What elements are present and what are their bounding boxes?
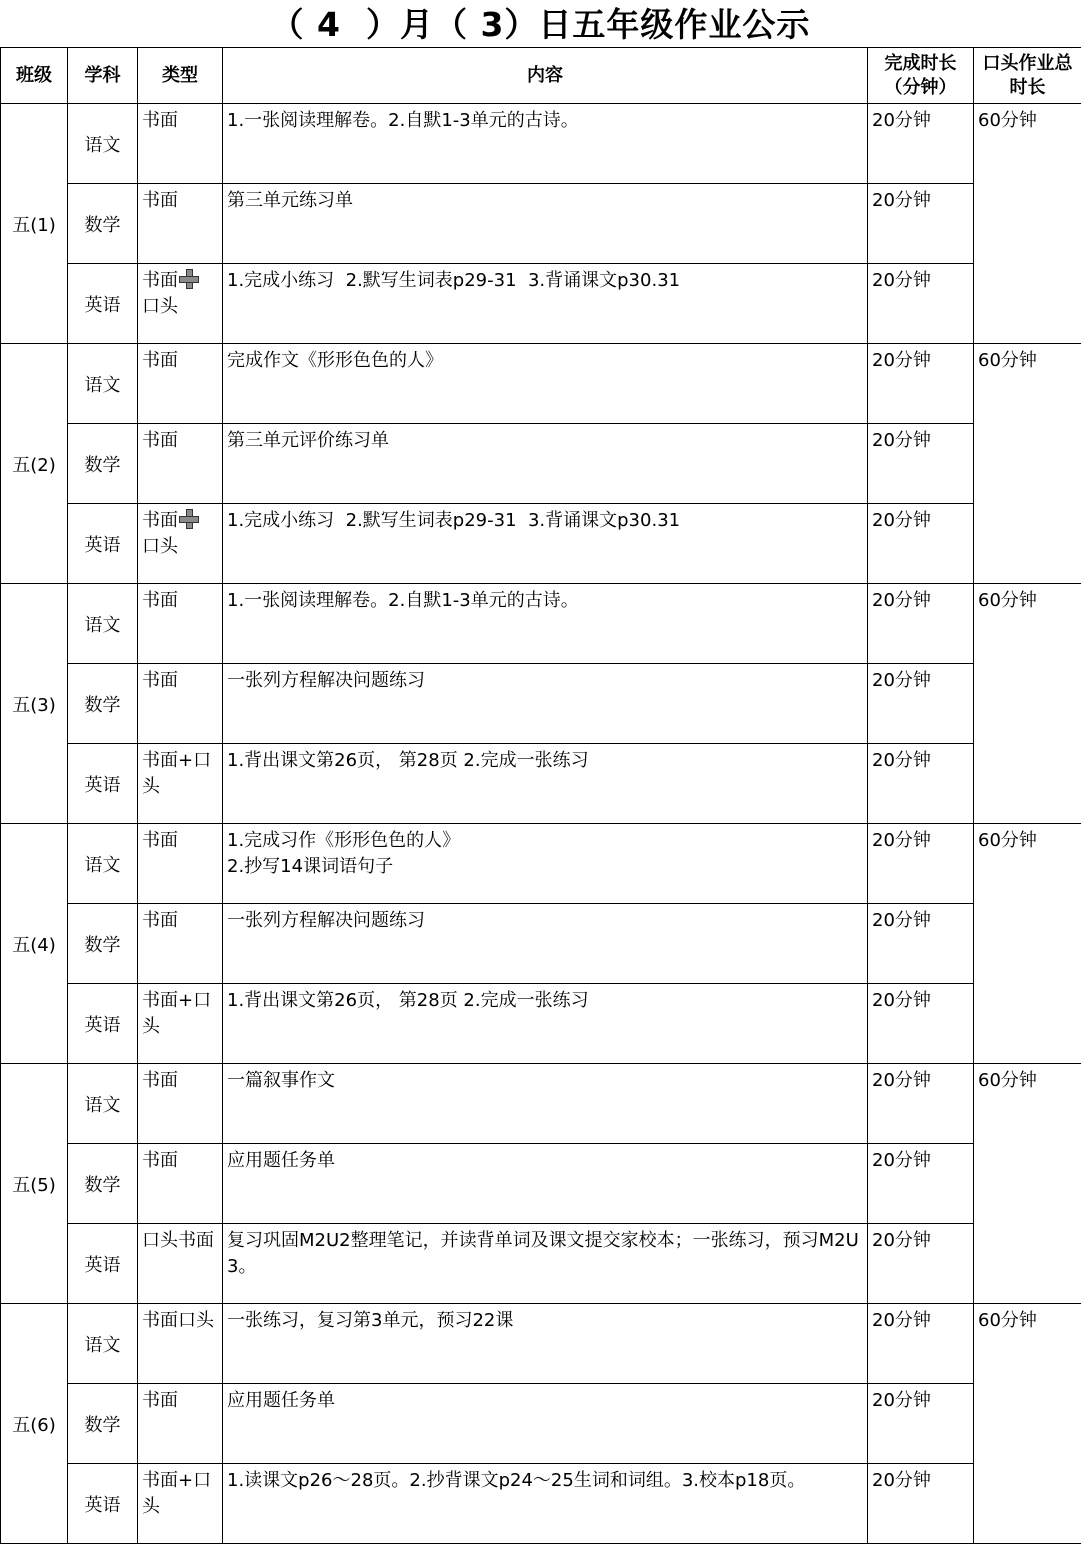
header-oral-total: 口头作业总时长: [974, 48, 1081, 104]
table-row: [1, 664, 1081, 744]
subject-cell: 语文: [68, 584, 138, 664]
oral-total-cell: 60分钟: [974, 824, 1081, 1064]
type-label: 书面: [142, 1390, 178, 1411]
subject-cell: 语文: [68, 344, 138, 424]
duration-cell: 20分钟: [868, 664, 974, 744]
type-label: 书面: [142, 1070, 178, 1091]
oral-total-cell: 60分钟: [974, 104, 1081, 344]
table-row: [1, 1304, 1081, 1384]
class-cell: 五(6): [1, 1304, 68, 1544]
table-row: [1, 104, 1081, 184]
type-cell: [138, 904, 223, 984]
type-label: 书面口头: [142, 1310, 214, 1331]
subject-cell: 英语: [68, 1464, 138, 1544]
type-extra-label: 口头: [142, 536, 178, 557]
type-cell: [138, 1304, 223, 1384]
type-cell: [138, 1224, 223, 1304]
duration-cell: 20分钟: [868, 1224, 974, 1304]
subject-cell: 英语: [68, 984, 138, 1064]
class-cell: 五(5): [1, 1064, 68, 1304]
subject-cell: 英语: [68, 504, 138, 584]
subject-cell: 数学: [68, 904, 138, 984]
content-cell: 1.读课文p26～28页。2.抄背课文p24～25生词和词组。3.校本p18页。: [223, 1464, 868, 1544]
table-row: [1, 504, 1081, 584]
table-row: [1, 824, 1081, 904]
subject-cell: 数学: [68, 664, 138, 744]
duration-cell: 20分钟: [868, 744, 974, 824]
subject-cell: 数学: [68, 1384, 138, 1464]
type-extra-label: 口头: [142, 296, 178, 317]
table-row: [1, 264, 1081, 344]
duration-cell: 20分钟: [868, 824, 974, 904]
table-row: [1, 1064, 1081, 1144]
oral-total-cell: 60分钟: [974, 1064, 1081, 1304]
duration-cell: 20分钟: [868, 344, 974, 424]
plus-icon: [179, 269, 199, 289]
type-cell: [138, 1144, 223, 1224]
duration-cell: 20分钟: [868, 424, 974, 504]
oral-total-cell: 60分钟: [974, 344, 1081, 584]
content-cell: 复习巩固M2U2整理笔记，并读背单词及课文提交家校本；一张练习，预习M2U3。: [223, 1224, 868, 1304]
duration-cell: 20分钟: [868, 264, 974, 344]
type-cell: [138, 744, 223, 824]
content-cell: 1.背出课文第26页， 第28页 2.完成一张练习: [223, 984, 868, 1064]
table-row: [1, 1144, 1081, 1224]
duration-cell: 20分钟: [868, 184, 974, 264]
type-label: 书面: [142, 190, 178, 211]
duration-cell: 20分钟: [868, 104, 974, 184]
header-content: 内容: [223, 48, 868, 104]
type-label: 书面: [142, 510, 178, 531]
subject-cell: 数学: [68, 424, 138, 504]
content-cell: 第三单元评价练习单: [223, 424, 868, 504]
type-cell: [138, 184, 223, 264]
type-label: 书面: [142, 350, 178, 371]
class-cell: 五(2): [1, 344, 68, 584]
content-cell: 第三单元练习单: [223, 184, 868, 264]
type-cell: [138, 104, 223, 184]
table-row: [1, 984, 1081, 1064]
type-cell: [138, 1384, 223, 1464]
table-row: [1, 344, 1081, 424]
table-body: [1, 104, 1081, 1544]
type-cell: [138, 824, 223, 904]
content-cell: 1.一张阅读理解卷。2.自默1-3单元的古诗。: [223, 104, 868, 184]
header-class: 班级: [1, 48, 68, 104]
type-cell: [138, 264, 223, 344]
header-type: 类型: [138, 48, 223, 104]
type-label: 书面: [142, 1150, 178, 1171]
type-cell: [138, 584, 223, 664]
type-label: 口头书面: [142, 1230, 214, 1251]
subject-cell: 英语: [68, 1224, 138, 1304]
type-label: 书面+口头: [142, 990, 211, 1037]
table-row: [1, 1384, 1081, 1464]
content-cell: 1.完成小练习 2.默写生词表p29-31 3.背诵课文p30.31: [223, 504, 868, 584]
type-cell: [138, 664, 223, 744]
subject-cell: 英语: [68, 744, 138, 824]
table-row: [1, 424, 1081, 504]
duration-cell: 20分钟: [868, 1304, 974, 1384]
type-cell: [138, 1464, 223, 1544]
plus-icon: [179, 509, 199, 529]
table-row: [1, 584, 1081, 664]
subject-cell: 语文: [68, 1064, 138, 1144]
duration-cell: 20分钟: [868, 584, 974, 664]
header-row: [1, 48, 1081, 104]
class-cell: 五(1): [1, 104, 68, 344]
homework-table: [0, 47, 1081, 1544]
header-subject: 学科: [68, 48, 138, 104]
type-label: 书面: [142, 830, 178, 851]
class-cell: 五(3): [1, 584, 68, 824]
type-label: 书面: [142, 270, 178, 291]
content-cell: 一张列方程解决问题练习: [223, 904, 868, 984]
oral-total-cell: 60分钟: [974, 1304, 1081, 1544]
type-label: 书面: [142, 670, 178, 691]
type-label: 书面: [142, 590, 178, 611]
type-cell: [138, 984, 223, 1064]
type-label: 书面: [142, 430, 178, 451]
oral-total-cell: 60分钟: [974, 584, 1081, 824]
content-cell: 1.背出课文第26页， 第28页 2.完成一张练习: [223, 744, 868, 824]
content-cell: 1.完成习作《形形色色的人》 2.抄写14课词语句子: [223, 824, 868, 904]
subject-cell: 数学: [68, 184, 138, 264]
content-cell: 1.完成小练习 2.默写生词表p29-31 3.背诵课文p30.31: [223, 264, 868, 344]
table-row: [1, 184, 1081, 264]
table-row: [1, 1224, 1081, 1304]
subject-cell: 英语: [68, 264, 138, 344]
table-row: [1, 1464, 1081, 1544]
duration-cell: 20分钟: [868, 1144, 974, 1224]
content-cell: 一张列方程解决问题练习: [223, 664, 868, 744]
duration-cell: 20分钟: [868, 504, 974, 584]
page-title: （ 4 ）月（ 3）日五年级作业公示: [0, 0, 1081, 47]
table-row: [1, 744, 1081, 824]
content-cell: 完成作文《形形色色的人》: [223, 344, 868, 424]
content-cell: 1.一张阅读理解卷。2.自默1-3单元的古诗。: [223, 584, 868, 664]
type-cell: [138, 504, 223, 584]
content-cell: 一张练习，复习第3单元，预习22课: [223, 1304, 868, 1384]
table-row: [1, 904, 1081, 984]
duration-cell: 20分钟: [868, 904, 974, 984]
content-cell: 一篇叙事作文: [223, 1064, 868, 1144]
type-label: 书面+口头: [142, 750, 211, 797]
duration-cell: 20分钟: [868, 1064, 974, 1144]
duration-cell: 20分钟: [868, 984, 974, 1064]
content-cell: 应用题任务单: [223, 1144, 868, 1224]
duration-cell: 20分钟: [868, 1384, 974, 1464]
type-cell: [138, 344, 223, 424]
subject-cell: 语文: [68, 1304, 138, 1384]
type-cell: [138, 1064, 223, 1144]
type-cell: [138, 424, 223, 504]
content-cell: 应用题任务单: [223, 1384, 868, 1464]
class-cell: 五(4): [1, 824, 68, 1064]
header-duration: 完成时长（分钟）: [868, 48, 974, 104]
subject-cell: 语文: [68, 104, 138, 184]
subject-cell: 语文: [68, 824, 138, 904]
duration-cell: 20分钟: [868, 1464, 974, 1544]
type-label: 书面: [142, 110, 178, 131]
subject-cell: 数学: [68, 1144, 138, 1224]
type-label: 书面: [142, 910, 178, 931]
type-label: 书面+口头: [142, 1470, 211, 1517]
